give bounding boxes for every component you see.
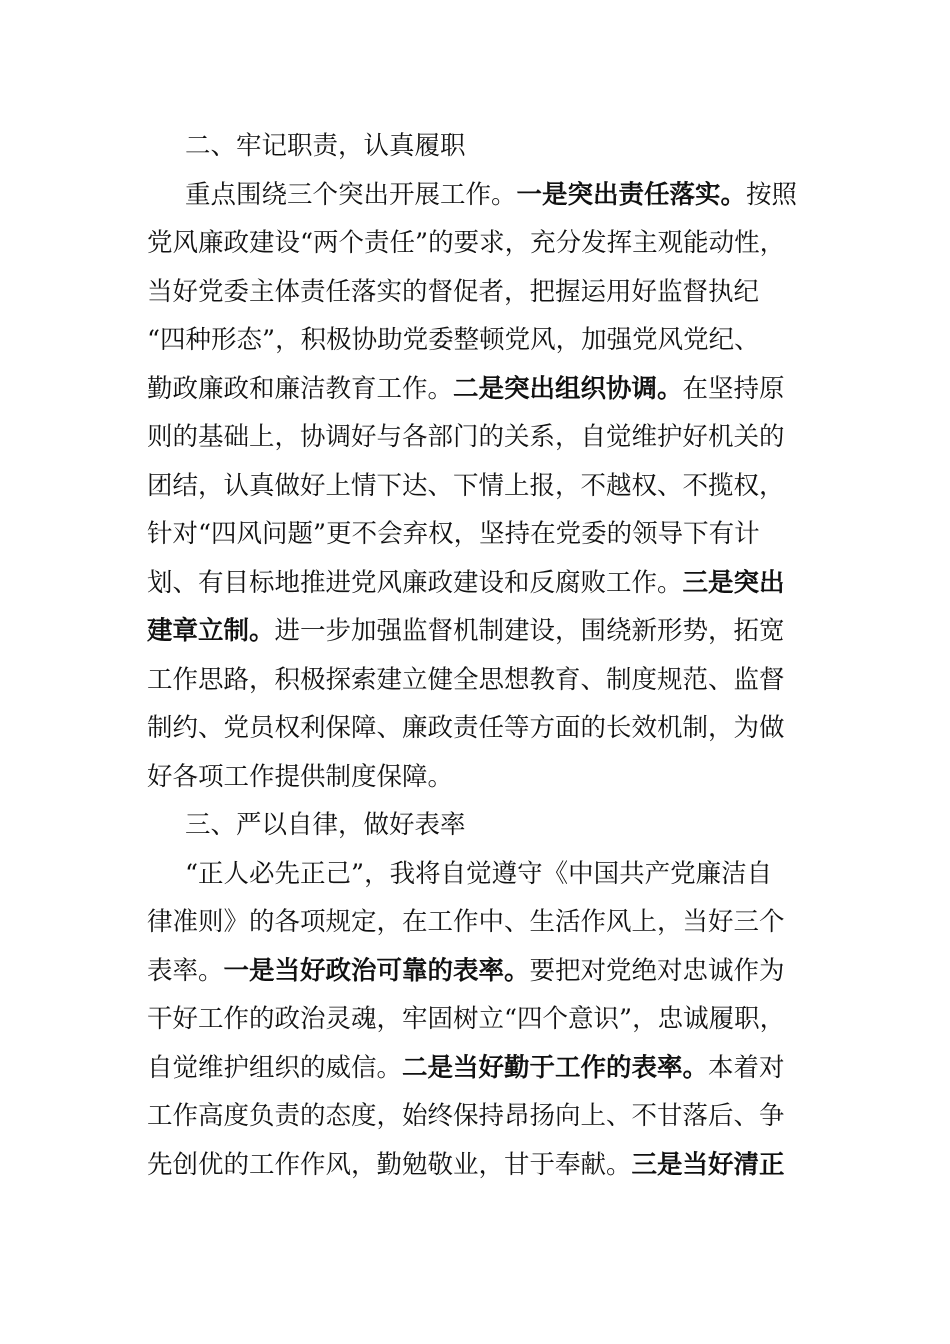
text-line	[147, 753, 800, 802]
section-body-2	[147, 171, 800, 802]
text-run: 划、有目标地推进党风廉政建设和反腐败工作。	[147, 567, 683, 598]
text-run: “四种形态”，积极协助党委整顿党风，加强党风党纪、	[147, 325, 760, 355]
text-run: 本着对	[708, 1052, 785, 1083]
text-line	[147, 365, 800, 414]
bold-text-run: 二是当好勤于工作的表率。	[402, 1052, 709, 1083]
text-line	[147, 607, 800, 656]
text-run: 制约、党员权利保障、廉政责任等方面的长效机制，为做	[147, 713, 785, 743]
text-line	[147, 1044, 800, 1093]
text-run: 工作高度负责的态度，始终保持昂扬向上、不甘落后、争	[147, 1101, 785, 1131]
text-run: 先创优的工作作风，勤勉敬业，甘于奉献。	[147, 1149, 632, 1180]
section-heading-3: 三、严以自律，做好表率	[185, 810, 466, 840]
text-run: 则的基础上，协调好与各部门的关系，自觉维护好机关的	[147, 422, 785, 452]
text-run: 干好工作的政治灵魂，牢固树立“四个意识”，忠诚履职，	[147, 1004, 786, 1034]
bold-text-run: 一是当好政治可靠的表率。	[223, 955, 530, 986]
text-line	[147, 559, 800, 608]
bold-text-run: 一是突出责任落实。	[516, 179, 747, 210]
text-line	[147, 268, 800, 317]
text-run: 自觉维护组织的威信。	[147, 1052, 403, 1083]
text-line	[147, 219, 800, 268]
text-run: 要把对党绝对忠诚作为	[529, 955, 785, 986]
text-line	[147, 850, 800, 899]
text-line	[147, 171, 800, 220]
text-line	[147, 898, 800, 947]
text-run: 当好党委主体责任落实的督促者，把握运用好监督执纪	[147, 276, 760, 307]
text-run: 律准则》的各项规定，在工作中、生活作风上，当好三个	[147, 907, 785, 937]
text-run: 团结，认真做好上情下达、下情上报，不越权、不揽权，	[147, 470, 785, 501]
text-run: 工作思路，积极探索建立健全思想教育、制度规范、监督	[147, 664, 785, 695]
text-line	[147, 1092, 800, 1141]
section-heading-2: 二、牢记职责，认真履职	[185, 131, 466, 161]
bold-text-run: 三是突出	[682, 567, 785, 598]
text-line	[147, 413, 800, 462]
text-run: 勤政廉政和廉洁教育工作。	[147, 373, 454, 404]
text-line	[147, 510, 800, 559]
text-run: “正人必先正己”，我将自觉遵守《中国共产党廉洁自	[185, 858, 773, 889]
text-run: 按照	[746, 179, 798, 210]
text-run: 党风廉政建设“两个责任”的要求，充分发挥主观能动性，	[147, 228, 786, 258]
bold-text-run: 二是突出组织协调。	[453, 373, 683, 404]
bold-text-run: 建章立制。	[147, 616, 275, 646]
text-run: 在坚持原	[682, 373, 785, 404]
text-line	[147, 995, 800, 1044]
text-line	[147, 656, 800, 705]
text-run: 进一步加强监督机制建设，围绕新形势，拓宽	[274, 616, 785, 646]
text-line	[147, 947, 800, 996]
text-line	[147, 316, 800, 365]
text-line	[147, 462, 800, 511]
text-run: 好各项工作提供制度保障。	[147, 761, 454, 792]
text-run: 重点围绕三个突出开展工作。	[185, 179, 517, 210]
text-run: 针对“四风问题”更不会弃权，坚持在党委的领导下有计	[147, 519, 760, 549]
text-run: 表率。	[147, 955, 224, 986]
text-line	[147, 1141, 800, 1190]
text-line	[147, 704, 800, 753]
bold-text-run: 三是当好清正	[631, 1149, 785, 1180]
section-body-3	[147, 850, 800, 1190]
